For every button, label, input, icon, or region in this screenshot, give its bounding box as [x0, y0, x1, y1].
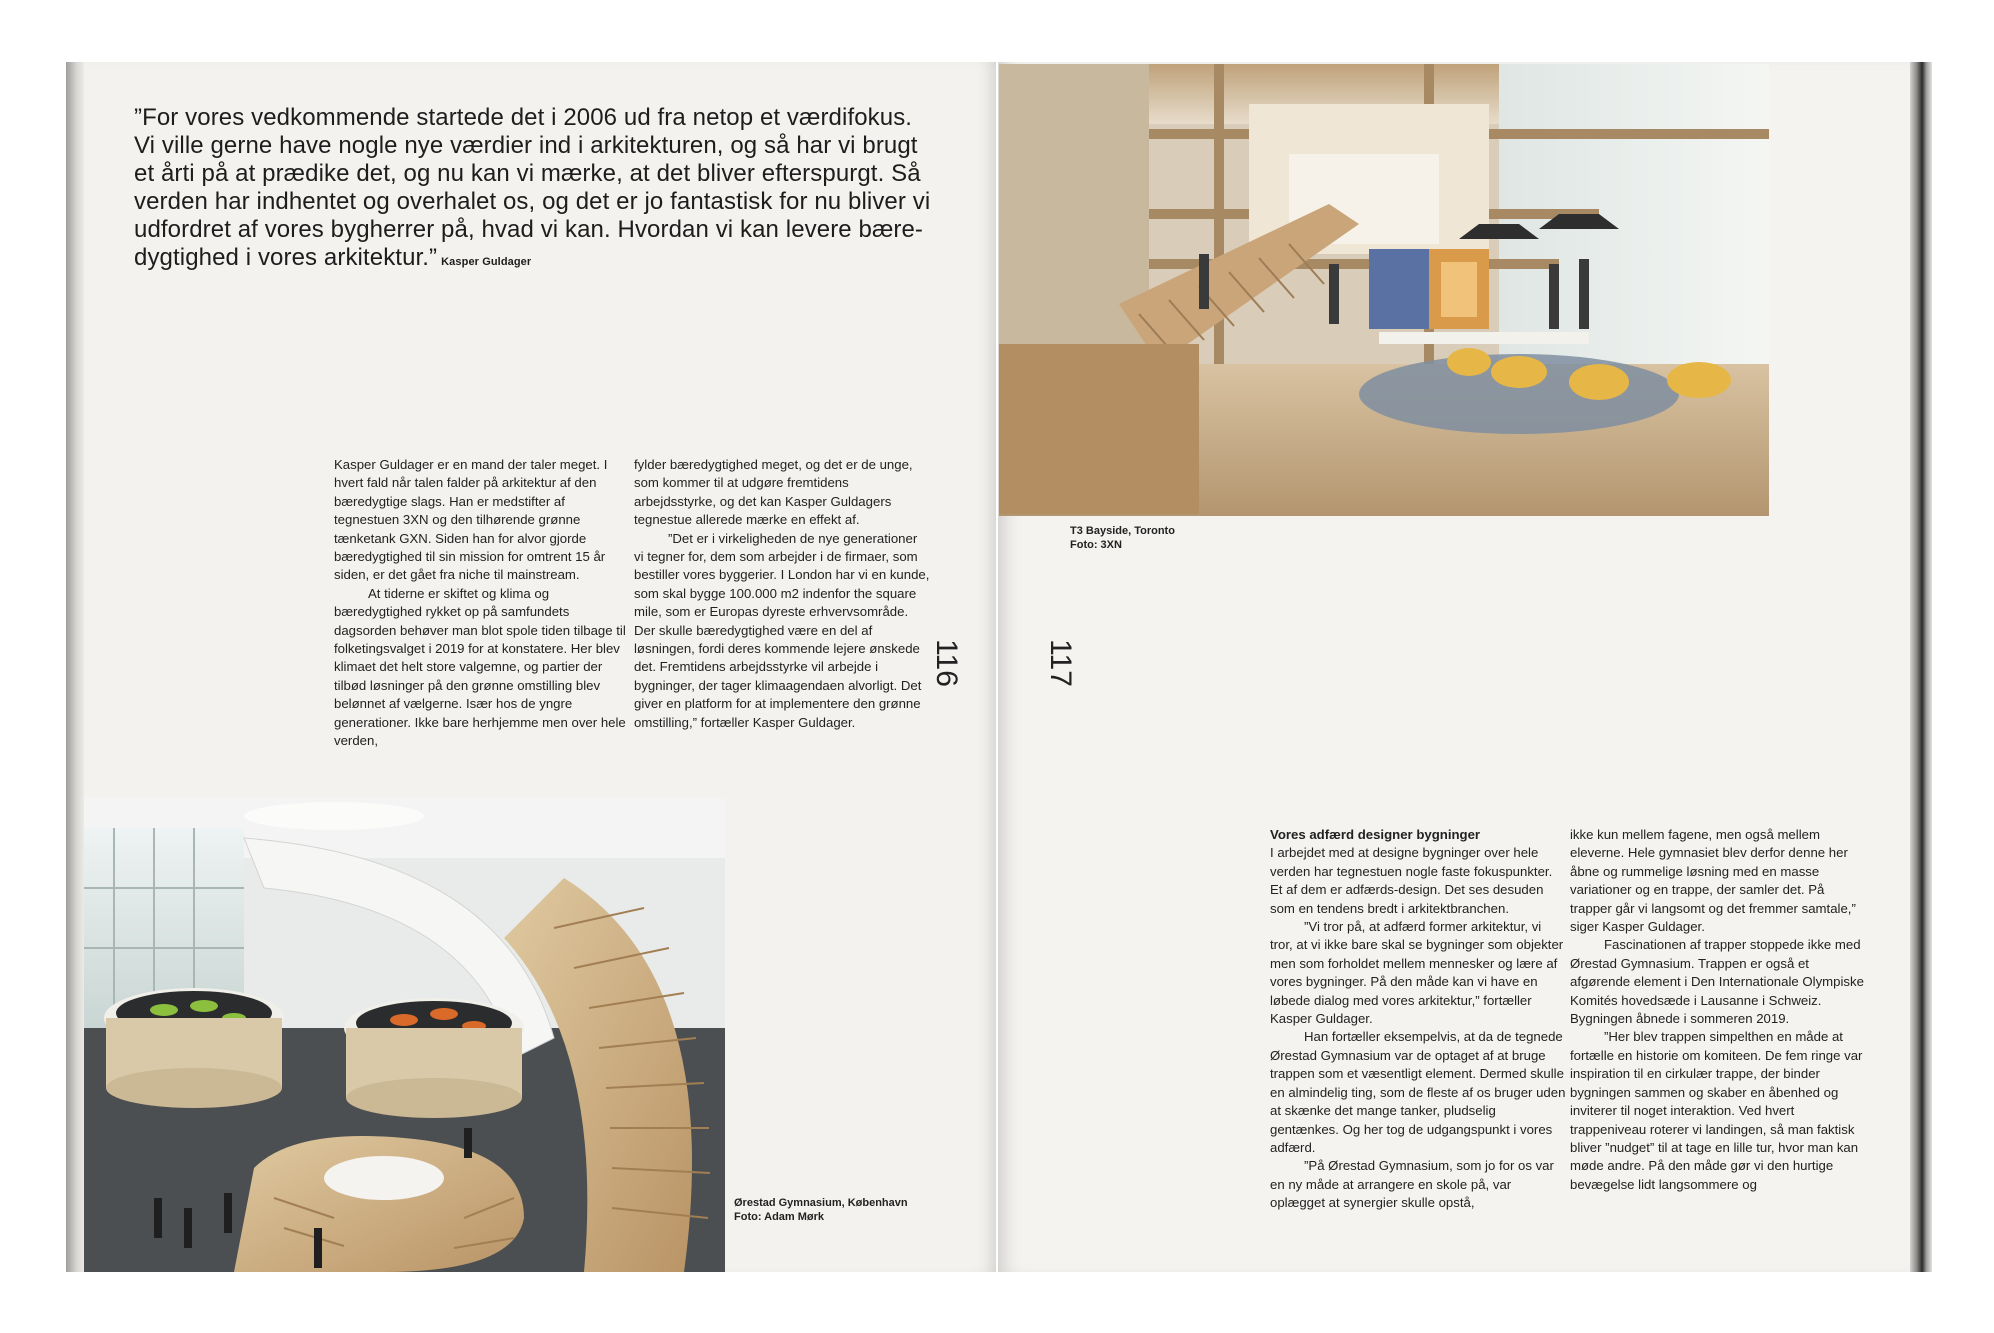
paragraph: ”Her blev trappen simpelthen en måde at fortælle en historie om komiteen. De fem ringe var inspiration til en cirkulær trappe, der binder bygningen sammen og skaber en åbenhed og inviterer til noget interaktion. Ved hvert trappeniveau roterer vi landingen, så man faktisk bliver ”nudget” til at tage en lille tur, hvor man kan møde andre. På den måde gør vi den hurtige bevægelse lidt langsommere og [1570, 1029, 1863, 1192]
photo-orestad-gymnasium [84, 798, 725, 1272]
caption-t3-bayside [1070, 524, 1175, 552]
body-column-1 [334, 456, 630, 751]
left-page-edge [66, 62, 84, 1272]
paragraph: Han fortæller eksempelvis, at da de tegnede Ørestad Gymnasium var de optaget af at bruge trappen som et væsentligt element. Dermed skulle en almindelig ting, som de fleste af os bruger uden at skænke det mange tanker, pludselig gentænkes. Og her tog de udgangspunkt i vores adfærd. [1270, 1029, 1566, 1155]
caption-title: Ørestad Gymnasium, København [734, 1197, 908, 1209]
paragraph: I arbejdet med at designe bygninger over hele verden har tegnestuen nogle faste fokuspunkter. Et af dem er adfærds-design. Det ses desuden som en tendens bredt i arkitektbranchen. [1270, 845, 1553, 916]
body-column-3 [1270, 826, 1566, 1213]
paragraph: ”Vi tror på, at adfærd former arkitektur, vi tror, at vi ikke bare skal se bygninger som objekter men som forholdet mellem mennesker og lære af vores bygninger. På den måde kan vi have en løbede dialog med vores arkitektur,” fortæller Kasper Guldager. [1270, 919, 1564, 1027]
page-number-right: 117 [1043, 639, 1077, 687]
pull-quote-text: ”For vores vedkommende startede det i 2006 ud fra netop et værdifokus. Vi ville gerne have nogle nye værdier ind i arkitekturen, og så har vi brugt et årti på at prædike det, og nu kan vi mærke, at det bliver efterspurgt. Så verden har indhentet og overhalet os, og det er jo fantastisk for nu bliver vi udfordret af vores bygherrer på, hvad vi kan. Hvordan vi kan levere bære-dygtighed i vores arkitektur.” [134, 104, 931, 271]
caption-credit: Foto: Adam Mørk [734, 1211, 825, 1223]
body-column-4 [1570, 826, 1866, 1194]
paragraph: fylder bæredygtighed meget, og det er de unge, som kommer til at udgøre fremtidens arbejdsstyrke, og det kan Kasper Guldagers tegnestue allerede mærke en effekt af. [634, 457, 913, 528]
pull-quote [134, 104, 934, 276]
pull-quote-attribution: Kasper Guldager [441, 256, 532, 268]
body-column-2 [634, 456, 930, 732]
photo-orestad-illustration [84, 798, 725, 1272]
paragraph: Fascinationen af trapper stoppede ikke med Ørestad Gymnasium. Trappen er også et afgørende element i Den Internationale Olympiske Komités hovedsæde i Lausanne i Schweiz. Bygningen åbnede i sommeren 2019. [1570, 937, 1864, 1027]
caption-orestad [734, 1196, 908, 1224]
page-number-left: 116 [929, 639, 963, 687]
paragraph: ikke kun mellem fagene, men også mellem eleverne. Hele gymnasiet blev derfor denne her åbne og rummelige løsning med en masse variationer og en trappe, der samler det. På trapper går vi langsomt og det fremmer samtale,” siger Kasper Guldager. [1570, 827, 1856, 935]
paragraph: At tiderne er skiftet og klima og bæredygtighed rykket op på samfundets dagsorden behøver man blot spole tiden tilbage til folketingsvalget i 2019 for at konstatere. Her blev klimaet det helt store valgemne, og partier der tilbød løsninger på den grønne omstilling blev belønnet af vælgerne. Især hos de yngre generationer. Ikke bare herhjemme men over hele verden, [334, 585, 626, 749]
right-page-edge [1910, 62, 1932, 1272]
caption-credit: Foto: 3XN [1070, 539, 1122, 551]
paragraph: Kasper Guldager er en mand der taler meget. I hvert fald når talen falder på arkitektur af den bæredygtige slags. Han er medstifter af tegnestuen 3XN og den tilhørende grønne tænketank GXN. Siden han for alvor gjorde bæredygtighed til sin mission for omtrent 15 år siden, er det gået fra niche til mainstream. [334, 457, 608, 583]
photo-t3-bayside-illustration [999, 64, 1769, 516]
caption-title: T3 Bayside, Toronto [1070, 525, 1175, 537]
section-heading: Vores adfærd designer bygninger [1270, 827, 1481, 842]
paragraph: ”På Ørestad Gymnasium, som jo for os var en ny måde at arrangere en skole på, var oplægget at synergier skulle opstå, [1270, 1158, 1554, 1211]
paragraph: ”Det er i virkeligheden de nye generationer vi tegner for, dem som arbejder i de firmaer, som bestiller vores byggerier. I London har vi en kunde, som skal bygge 100.000 m2 indenfor the square mile, som er Europas dyreste erhvervsområde. Der skulle bæredygtighed være en del af løsningen, fordi deres kommende lejere ønskede det. Fremtidens arbejdsstyrke vil arbejde i bygninger, der tager klimaagendaen alvorligt. Det giver en platform for at implementere den grønne omstilling,” fortæller Kasper Guldager. [634, 530, 930, 730]
photo-t3-bayside [999, 64, 1769, 516]
